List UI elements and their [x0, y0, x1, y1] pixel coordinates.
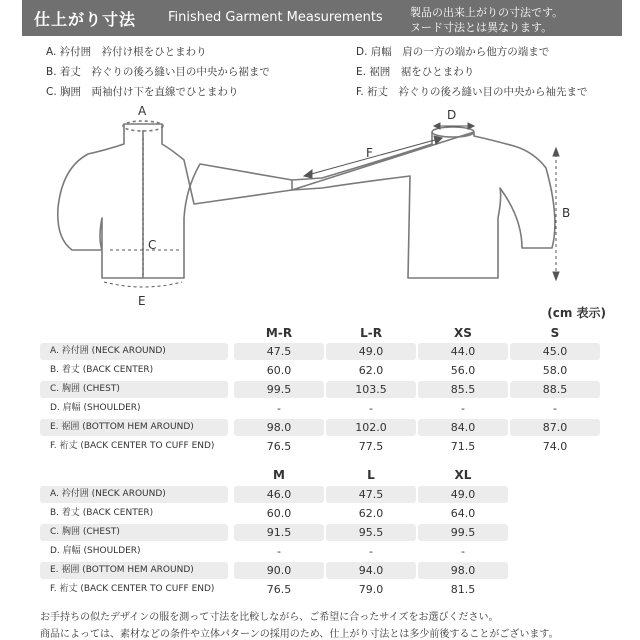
length-arrow-head-top [553, 148, 559, 156]
cell-value: 60.0 [234, 362, 324, 379]
legend-c: C. 胸囲 両袖付け下を直線でひとまわり [46, 86, 239, 98]
table-row [40, 581, 510, 598]
table-row [40, 543, 510, 560]
table-row [40, 562, 510, 579]
cell-value: 84.0 [418, 419, 508, 436]
cell-value: 64.0 [418, 505, 508, 522]
cell-value: 77.5 [326, 438, 416, 455]
cell-value: 62.0 [326, 362, 416, 379]
cell-value: 46.0 [234, 486, 324, 503]
size-header-l: L [367, 468, 375, 482]
row-label-sleeve: F. 裄丈 (BACK CENTER TO CUFF END) [40, 438, 228, 455]
cell-value: 103.5 [326, 381, 416, 398]
unit-note: (cm 表示) [547, 306, 606, 320]
footer-note-1: お手持ちの似たデザインの服を測って寸法を比較しながら、ご希望に合ったサイズをお選びください。 [40, 612, 499, 623]
cell-value: - [418, 400, 508, 417]
cell-value: 58.0 [510, 362, 600, 379]
row-label-shoulder: D. 肩幅 (SHOULDER) [40, 543, 228, 560]
cell-value: 85.5 [418, 381, 508, 398]
hem-dashed-line [104, 282, 182, 287]
cell-value: 71.5 [418, 438, 508, 455]
garment-diagram [22, 98, 622, 310]
row-label-chest: C. 胸囲 (CHEST) [40, 524, 228, 541]
header-note-1: 製品の出来上がりの寸法です。 [410, 6, 564, 19]
cell-value: 88.5 [510, 381, 600, 398]
cell-value: 49.0 [326, 343, 416, 360]
cell-value: 56.0 [418, 362, 508, 379]
dimension-label-a: A [138, 104, 147, 118]
table-row [40, 524, 510, 541]
table-row [40, 381, 600, 398]
cell-value: 44.0 [418, 343, 508, 360]
row-label-back-center: B. 着丈 (BACK CENTER) [40, 505, 228, 522]
dimension-label-e: E [138, 294, 146, 308]
cell-value: 45.0 [510, 343, 600, 360]
row-label-hem: E. 裾囲 (BOTTOM HEM AROUND) [40, 419, 228, 436]
cell-value: 79.0 [326, 581, 416, 598]
row-label-shoulder: D. 肩幅 (SHOULDER) [40, 400, 228, 417]
length-arrow-head-bottom [553, 272, 559, 280]
table-row [40, 486, 510, 503]
row-label-hem: E. 裾囲 (BOTTOM HEM AROUND) [40, 562, 228, 579]
cell-value: 98.0 [234, 419, 324, 436]
cell-value: 47.5 [234, 343, 324, 360]
table-row [40, 438, 600, 455]
sleeve-arrow-head-left [304, 170, 312, 178]
page-title: 仕上がり寸法 [34, 10, 137, 29]
cell-value: - [326, 543, 416, 560]
cell-value: 47.5 [326, 486, 416, 503]
legend-f: F. 裄丈 衿ぐりの後ろ縫い目の中央から袖先まで [356, 86, 588, 98]
dimension-label-b: B [562, 206, 571, 220]
table-row [40, 505, 510, 522]
cell-value: - [326, 400, 416, 417]
row-label-sleeve: F. 裄丈 (BACK CENTER TO CUFF END) [40, 581, 228, 598]
size-header-xs: XS [454, 326, 472, 340]
cell-value: 74.0 [510, 438, 600, 455]
row-label-neck: A. 衿付囲 (NECK AROUND) [40, 486, 228, 503]
cell-value: 91.5 [234, 524, 324, 541]
footer-note-2: 商品によっては、素材などの条件や立体パターンの採用のため、仕上がり寸法とは多少前後することがございます。 [40, 629, 559, 640]
dimension-label-d: D [447, 108, 457, 122]
legend-d: D. 肩幅 肩の一方の端から他方の端まで [356, 46, 550, 58]
size-header-m: M [273, 468, 285, 482]
cell-value: 90.0 [234, 562, 324, 579]
cell-value: 62.0 [326, 505, 416, 522]
cell-value: 87.0 [510, 419, 600, 436]
cell-value: - [234, 400, 324, 417]
size-header-l-r: L-R [360, 326, 382, 340]
cell-value: 76.5 [234, 581, 324, 598]
row-label-neck: A. 衿付囲 (NECK AROUND) [40, 343, 228, 360]
table-row [40, 400, 600, 417]
cell-value: 99.5 [418, 524, 508, 541]
size-header-m-r: M-R [265, 326, 293, 340]
row-label-chest: C. 胸囲 (CHEST) [40, 381, 228, 398]
header-bar [22, 0, 622, 36]
cell-value: - [510, 400, 600, 417]
size-header-xl: XL [454, 468, 472, 482]
cell-value: - [234, 543, 324, 560]
cell-value: 98.0 [418, 562, 508, 579]
dimension-label-c: C [148, 238, 157, 252]
cell-value: 99.5 [234, 381, 324, 398]
cell-value: 76.5 [234, 438, 324, 455]
cell-value: - [418, 543, 508, 560]
cell-value: 95.5 [326, 524, 416, 541]
size-header-s: S [550, 326, 560, 340]
legend-e: E. 裾囲 裾をひとまわり [356, 66, 475, 78]
back-jacket-outline [292, 132, 555, 278]
cell-value: 49.0 [418, 486, 508, 503]
header-note-2: ヌード寸法とは異なります。 [410, 21, 553, 34]
row-label-back-center: B. 着丈 (BACK CENTER) [40, 362, 228, 379]
table-row [40, 362, 600, 379]
legend-b: B. 着丈 衿ぐりの後ろ縫い目の中央から裾まで [46, 66, 270, 78]
sleeve-arrow-line [304, 138, 442, 176]
cell-value: 60.0 [234, 505, 324, 522]
front-neck-loop [123, 121, 163, 131]
cell-value: 81.5 [418, 581, 508, 598]
legend-a: A. 衿付囲 衿付け根をひとまわり [46, 46, 207, 58]
cell-value: 102.0 [326, 419, 416, 436]
dimension-label-f: F [366, 146, 373, 160]
table-row [40, 343, 600, 360]
front-jacket-outline [58, 124, 292, 278]
cell-value: 94.0 [326, 562, 416, 579]
page-subtitle: Finished Garment Measurements [168, 10, 383, 25]
table-row [40, 419, 600, 436]
shoulder-arrow-head-right [468, 123, 474, 129]
